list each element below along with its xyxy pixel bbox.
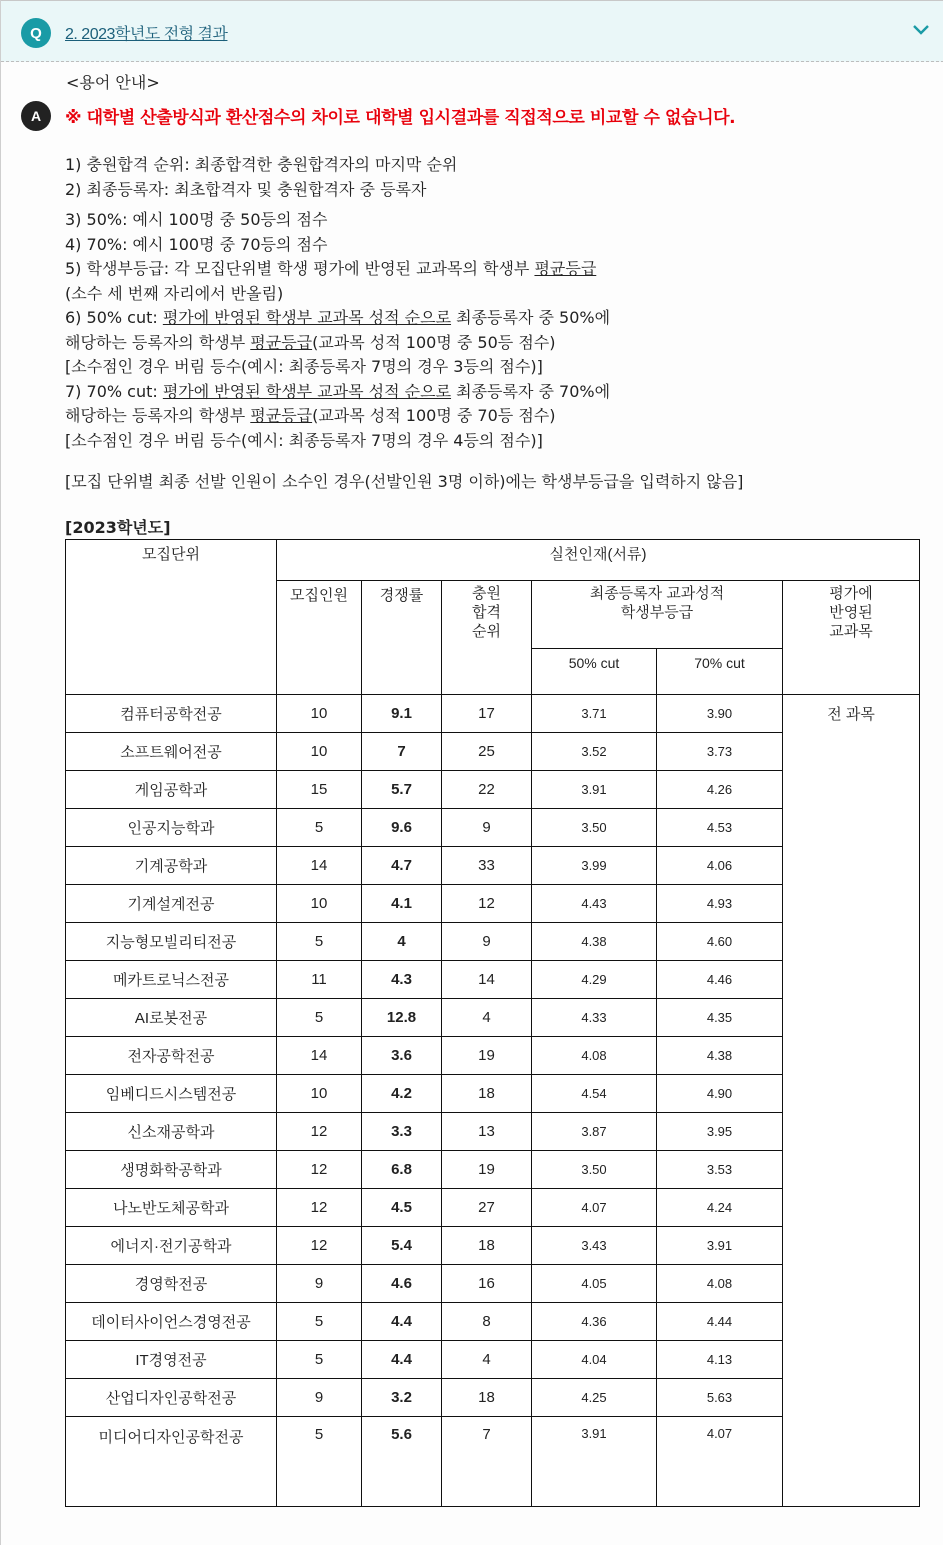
competition-cell: 4.2 xyxy=(362,1075,442,1113)
waitlist-rank-cell: 4 xyxy=(442,999,532,1037)
definition-7-line2: 해당하는 등록자의 학생부 평균등급(교과목 성적 100명 중 70등 점수) xyxy=(65,406,556,425)
subject-cell: 전 과목 xyxy=(783,695,920,1507)
waitlist-rank-cell: 18 xyxy=(442,1227,532,1265)
cut50-cell: 3.91 xyxy=(532,771,657,809)
header-subject: 평가에 반영된 교과목 xyxy=(783,581,920,695)
quota-cell: 10 xyxy=(277,733,362,771)
quota-cell: 10 xyxy=(277,1075,362,1113)
competition-cell: 3.2 xyxy=(362,1379,442,1417)
definition-7-note: [소수점인 경우 버림 등수(예시: 최종등록자 7명의 경우 4등의 점수)] xyxy=(65,430,543,450)
quota-cell: 12 xyxy=(277,1151,362,1189)
unit-cell: 신소재공학과 xyxy=(66,1113,277,1151)
header-competition: 경쟁률 xyxy=(362,581,442,695)
quota-cell: 12 xyxy=(277,1189,362,1227)
admission-results-table xyxy=(65,539,920,1507)
cut70-cell: 4.44 xyxy=(657,1303,783,1341)
competition-cell: 4.6 xyxy=(362,1265,442,1303)
chevron-down-icon[interactable] xyxy=(912,23,930,37)
quota-cell: 9 xyxy=(277,1379,362,1417)
quota-cell: 11 xyxy=(277,961,362,999)
competition-cell: 5.4 xyxy=(362,1227,442,1265)
quota-cell: 14 xyxy=(277,847,362,885)
cut70-cell: 3.91 xyxy=(657,1227,783,1265)
table-title: [2023학년도] xyxy=(65,518,171,537)
competition-cell: 4.4 xyxy=(362,1341,442,1379)
question-badge: Q xyxy=(21,18,51,48)
cut70-cell: 4.26 xyxy=(657,771,783,809)
competition-cell: 6.8 xyxy=(362,1151,442,1189)
selection-note: [모집 단위별 최종 선발 인원이 소수인 경우(선발인원 3명 이하)에는 학생부등급을 입력하지 않음] xyxy=(65,472,744,491)
unit-cell: 데이터사이언스경영전공 xyxy=(66,1303,277,1341)
unit-cell: IT경영전공 xyxy=(66,1341,277,1379)
term-definitions xyxy=(65,153,610,453)
quota-cell: 5 xyxy=(277,1303,362,1341)
cut70-cell: 4.90 xyxy=(657,1075,783,1113)
unit-cell: 지능형모빌리티전공 xyxy=(66,923,277,961)
cut70-cell: 4.60 xyxy=(657,923,783,961)
unit-cell: 기계설계전공 xyxy=(66,885,277,923)
cut50-cell: 3.50 xyxy=(532,1151,657,1189)
waitlist-rank-cell: 33 xyxy=(442,847,532,885)
cut50-cell: 4.04 xyxy=(532,1341,657,1379)
definition-6: 6) 50% cut: 평가에 반영된 학생부 교과목 성적 순으로 최종등록자 중 50%에 xyxy=(65,308,611,327)
quota-cell: 10 xyxy=(277,695,362,733)
quota-cell: 5 xyxy=(277,923,362,961)
waitlist-rank-cell: 27 xyxy=(442,1189,532,1227)
unit-cell: 산업디자인공학전공 xyxy=(66,1379,277,1417)
table-row xyxy=(66,695,920,733)
quota-cell: 12 xyxy=(277,1113,362,1151)
waitlist-rank-cell: 12 xyxy=(442,885,532,923)
quota-cell: 5 xyxy=(277,999,362,1037)
quota-cell: 5 xyxy=(277,809,362,847)
question-header[interactable] xyxy=(1,0,943,62)
cut70-cell: 3.73 xyxy=(657,733,783,771)
cut50-cell: 3.91 xyxy=(532,1417,657,1507)
waitlist-rank-cell: 4 xyxy=(442,1341,532,1379)
header-cut70: 70% cut xyxy=(657,649,783,695)
waitlist-rank-cell: 18 xyxy=(442,1379,532,1417)
cut50-cell: 3.87 xyxy=(532,1113,657,1151)
unit-cell: 미디어디자인공학전공 xyxy=(66,1417,277,1507)
unit-cell: 나노반도체공학과 xyxy=(66,1189,277,1227)
cut70-cell: 4.06 xyxy=(657,847,783,885)
waitlist-rank-cell: 8 xyxy=(442,1303,532,1341)
competition-cell: 12.8 xyxy=(362,999,442,1037)
cut70-cell: 4.53 xyxy=(657,809,783,847)
waitlist-rank-cell: 16 xyxy=(442,1265,532,1303)
unit-cell: 인공지능학과 xyxy=(66,809,277,847)
cut50-cell: 3.99 xyxy=(532,847,657,885)
unit-cell: 경영학전공 xyxy=(66,1265,277,1303)
unit-cell: 메카트로닉스전공 xyxy=(66,961,277,999)
warning-notice: ※ 대학별 산출방식과 환산점수의 차이로 대학별 입시결과를 직접적으로 비교할 수 없습니다. xyxy=(65,108,736,128)
cut50-cell: 4.43 xyxy=(532,885,657,923)
competition-cell: 4.1 xyxy=(362,885,442,923)
competition-cell: 4.5 xyxy=(362,1189,442,1227)
cut50-cell: 4.33 xyxy=(532,999,657,1037)
waitlist-rank-cell: 17 xyxy=(442,695,532,733)
header-grade-group: 최종등록자 교과성적 학생부등급 xyxy=(532,581,783,649)
cut70-cell: 4.08 xyxy=(657,1265,783,1303)
unit-cell: AI로봇전공 xyxy=(66,999,277,1037)
competition-cell: 4.3 xyxy=(362,961,442,999)
waitlist-rank-cell: 13 xyxy=(442,1113,532,1151)
cut70-cell: 3.95 xyxy=(657,1113,783,1151)
cut50-cell: 4.54 xyxy=(532,1075,657,1113)
cut50-cell: 3.71 xyxy=(532,695,657,733)
question-title-link[interactable]: 2. 2023학년도 전형 결과 xyxy=(65,26,228,43)
unit-cell: 에너지·전기공학과 xyxy=(66,1227,277,1265)
cut70-cell: 3.90 xyxy=(657,695,783,733)
cut70-cell: 4.24 xyxy=(657,1189,783,1227)
cut50-cell: 4.08 xyxy=(532,1037,657,1075)
competition-cell: 4.7 xyxy=(362,847,442,885)
cut70-cell: 4.46 xyxy=(657,961,783,999)
guide-title: <용어 안내> xyxy=(66,73,160,92)
quota-cell: 10 xyxy=(277,885,362,923)
header-group: 실천인재(서류) xyxy=(277,540,920,581)
header-cut50: 50% cut xyxy=(532,649,657,695)
header-waitlist-rank: 충원 합격 순위 xyxy=(442,581,532,695)
answer-badge: A xyxy=(21,101,51,131)
quota-cell: 5 xyxy=(277,1341,362,1379)
unit-cell: 소프트웨어전공 xyxy=(66,733,277,771)
definition-1: 1) 충원합격 순위: 최종합격한 충원합격자의 마지막 순위 xyxy=(65,155,458,174)
cut50-cell: 4.29 xyxy=(532,961,657,999)
unit-cell: 컴퓨터공학전공 xyxy=(66,695,277,733)
waitlist-rank-cell: 19 xyxy=(442,1151,532,1189)
waitlist-rank-cell: 19 xyxy=(442,1037,532,1075)
waitlist-rank-cell: 18 xyxy=(442,1075,532,1113)
header-quota: 모집인원 xyxy=(277,581,362,695)
unit-cell: 게임공학과 xyxy=(66,771,277,809)
header-unit: 모집단위 xyxy=(66,540,277,695)
definition-6-line2: 해당하는 등록자의 학생부 평균등급(교과목 성적 100명 중 50등 점수) xyxy=(65,332,556,352)
definition-2: 2) 최종등록자: 최초합격자 및 충원합격자 중 등록자 xyxy=(65,179,427,199)
waitlist-rank-cell: 22 xyxy=(442,771,532,809)
waitlist-rank-cell: 9 xyxy=(442,809,532,847)
definition-5-note: (소수 세 번째 자리에서 반올림) xyxy=(65,283,284,303)
cut50-cell: 3.52 xyxy=(532,733,657,771)
waitlist-rank-cell: 14 xyxy=(442,961,532,999)
unit-cell: 생명화학공학과 xyxy=(66,1151,277,1189)
definition-7: 7) 70% cut: 평가에 반영된 학생부 교과목 성적 순으로 최종등록자 중 70%에 xyxy=(65,381,611,401)
competition-cell: 5.7 xyxy=(362,771,442,809)
cut50-cell: 4.38 xyxy=(532,923,657,961)
waitlist-rank-cell: 9 xyxy=(442,923,532,961)
waitlist-rank-cell: 7 xyxy=(442,1417,532,1507)
cut70-cell: 4.38 xyxy=(657,1037,783,1075)
quota-cell: 15 xyxy=(277,771,362,809)
competition-cell: 9.6 xyxy=(362,809,442,847)
cut70-cell: 3.53 xyxy=(657,1151,783,1189)
unit-cell: 기계공학과 xyxy=(66,847,277,885)
quota-cell: 9 xyxy=(277,1265,362,1303)
cut50-cell: 4.36 xyxy=(532,1303,657,1341)
competition-cell: 4.4 xyxy=(362,1303,442,1341)
competition-cell: 3.6 xyxy=(362,1037,442,1075)
cut70-cell: 4.07 xyxy=(657,1417,783,1507)
cut50-cell: 4.25 xyxy=(532,1379,657,1417)
cut70-cell: 4.13 xyxy=(657,1341,783,1379)
waitlist-rank-cell: 25 xyxy=(442,733,532,771)
definition-6-note: [소수점인 경우 버림 등수(예시: 최종등록자 7명의 경우 3등의 점수)] xyxy=(65,357,543,376)
cut50-cell: 4.05 xyxy=(532,1265,657,1303)
cut50-cell: 3.43 xyxy=(532,1227,657,1265)
cut70-cell: 4.35 xyxy=(657,999,783,1037)
quota-cell: 5 xyxy=(277,1417,362,1507)
competition-cell: 7 xyxy=(362,733,442,771)
definition-4: 4) 70%: 예시 100명 중 70등의 점수 xyxy=(65,234,328,254)
cut50-cell: 4.07 xyxy=(532,1189,657,1227)
competition-cell: 9.1 xyxy=(362,695,442,733)
quota-cell: 14 xyxy=(277,1037,362,1075)
cut50-cell: 3.50 xyxy=(532,809,657,847)
quota-cell: 12 xyxy=(277,1227,362,1265)
competition-cell: 4 xyxy=(362,923,442,961)
competition-cell: 5.6 xyxy=(362,1417,442,1507)
cut70-cell: 4.93 xyxy=(657,885,783,923)
definition-3: 3) 50%: 예시 100명 중 50등의 점수 xyxy=(65,210,328,229)
unit-cell: 전자공학전공 xyxy=(66,1037,277,1075)
competition-cell: 3.3 xyxy=(362,1113,442,1151)
cut70-cell: 5.63 xyxy=(657,1379,783,1417)
definition-5: 5) 학생부등급: 각 모집단위별 학생 평가에 반영된 교과목의 학생부 평균등급 xyxy=(65,259,597,278)
unit-cell: 임베디드시스템전공 xyxy=(66,1075,277,1113)
